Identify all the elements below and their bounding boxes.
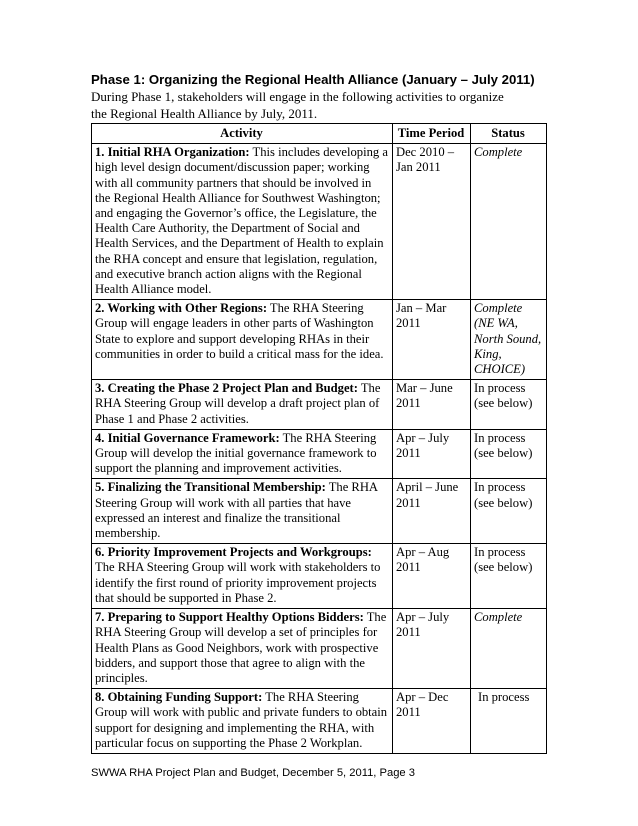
section-heading: Phase 1: Organizing the Regional Health Alliance (January – July 2011) bbox=[91, 72, 535, 87]
activity-cell bbox=[92, 544, 393, 609]
activity-title: 7. Preparing to Support Healthy Options Bidders: bbox=[95, 610, 364, 625]
status-column-header: Status bbox=[471, 124, 547, 144]
activity-title: 8. Obtaining Funding Support: bbox=[95, 690, 263, 705]
table-header-row bbox=[92, 124, 547, 144]
activity-cell bbox=[92, 689, 393, 754]
activity-description: The RHA Steering Group will work with stakeholders to identify the first round of priority improvement projects that should be supported in Phase 2. bbox=[95, 560, 381, 605]
activity-description: The RHA Steering Group will develop a draft project plan of Phase 1 and Phase 2 activities. bbox=[95, 381, 381, 426]
page-footer: SWWA RHA Project Plan and Budget, December 5, 2011, Page 3 bbox=[91, 767, 415, 779]
table-row bbox=[92, 380, 547, 430]
status-cell: In process (see below) bbox=[471, 380, 547, 430]
time-period-cell: Mar – June 2011 bbox=[393, 380, 471, 430]
table-row bbox=[92, 689, 547, 754]
activity-description: The RHA Steering Group will work with public and private funders to obtain support for designing and implementing the RHA, with particular focus on supporting the Phase 2 Workplan. bbox=[95, 690, 388, 750]
status-cell bbox=[471, 689, 547, 754]
table-row bbox=[92, 300, 547, 380]
activity-cell bbox=[92, 144, 393, 300]
status-cell: Complete bbox=[471, 144, 547, 300]
status-cell: In process (see below) bbox=[471, 479, 547, 544]
activity-description: The RHA Steering Group will work with all parties that have expressed an interest and finalize the transitional membership. bbox=[95, 480, 378, 541]
activity-title: 6. Priority Improvement Projects and Workgroups: bbox=[95, 545, 372, 560]
activities-table bbox=[91, 123, 547, 754]
table-row bbox=[92, 429, 547, 479]
activity-cell bbox=[92, 479, 393, 544]
table-row bbox=[92, 609, 547, 689]
time-period-cell: Apr – Aug 2011 bbox=[393, 544, 471, 609]
activity-title: 1. Initial RHA Organization: bbox=[95, 145, 250, 160]
status-text: In process bbox=[478, 690, 530, 705]
activity-description: This includes developing a high level design document/discussion paper; working with all community partners that should be involved in the Regional Health Alliance for Southwest Washington; and engaging the Governor’s office, the Legislature, the Health Care Authority, the Department of Social and Health Services, and the Department of Health to explain the RHA concept and ensure that legislation, regulation, and executive branch action aligns with the Regional Health Alliance model. bbox=[95, 145, 388, 297]
time-period-cell: Apr – Dec 2011 bbox=[393, 689, 471, 754]
activity-cell bbox=[92, 300, 393, 380]
activity-title: 4. Initial Governance Framework: bbox=[95, 430, 280, 445]
status-cell: Complete (NE WA, North Sound, King, CHOICE) bbox=[471, 300, 547, 380]
activity-title: 2. Working with Other Regions: bbox=[95, 301, 268, 316]
activity-cell bbox=[92, 380, 393, 430]
activity-cell bbox=[92, 609, 393, 689]
time-period-column-header: Time Period bbox=[393, 124, 471, 144]
activity-cell bbox=[92, 429, 393, 479]
time-period-cell: Apr – July 2011 bbox=[393, 429, 471, 479]
status-cell: Complete bbox=[471, 609, 547, 689]
activity-description: The RHA Steering Group will develop a set of principles for Health Plans as Good Neighbors, work with prospective bidders, and support those that agree to align with the principles. bbox=[95, 610, 387, 685]
status-cell: In process (see below) bbox=[471, 544, 547, 609]
section-intro: During Phase 1, stakeholders will engage in the following activities to organize the Regional Health Alliance by July, 2011. bbox=[91, 89, 504, 121]
time-period-cell: Apr – July 2011 bbox=[393, 609, 471, 689]
activity-title: 3. Creating the Phase 2 Project Plan and Budget: bbox=[95, 381, 358, 396]
time-period-cell: April – June 2011 bbox=[393, 479, 471, 544]
activity-description: The RHA Steering Group will engage leaders in other parts of Washington State to explore and support developing RHAs in their communities in order to build a critical mass for the idea. bbox=[95, 301, 384, 361]
status-cell: In process (see below) bbox=[471, 429, 547, 479]
activity-description: The RHA Steering Group will develop the initial governance framework to support the planning and improvement activities. bbox=[95, 430, 377, 476]
time-period-cell: Dec 2010 – Jan 2011 bbox=[393, 144, 471, 300]
activity-column-header: Activity bbox=[92, 124, 393, 144]
document-page bbox=[91, 71, 547, 754]
time-period-cell: Jan – Mar 2011 bbox=[393, 300, 471, 380]
table-row bbox=[92, 144, 547, 300]
table-row bbox=[92, 479, 547, 544]
activity-title: 5. Finalizing the Transitional Membership: bbox=[95, 480, 326, 495]
table-row bbox=[92, 544, 547, 609]
